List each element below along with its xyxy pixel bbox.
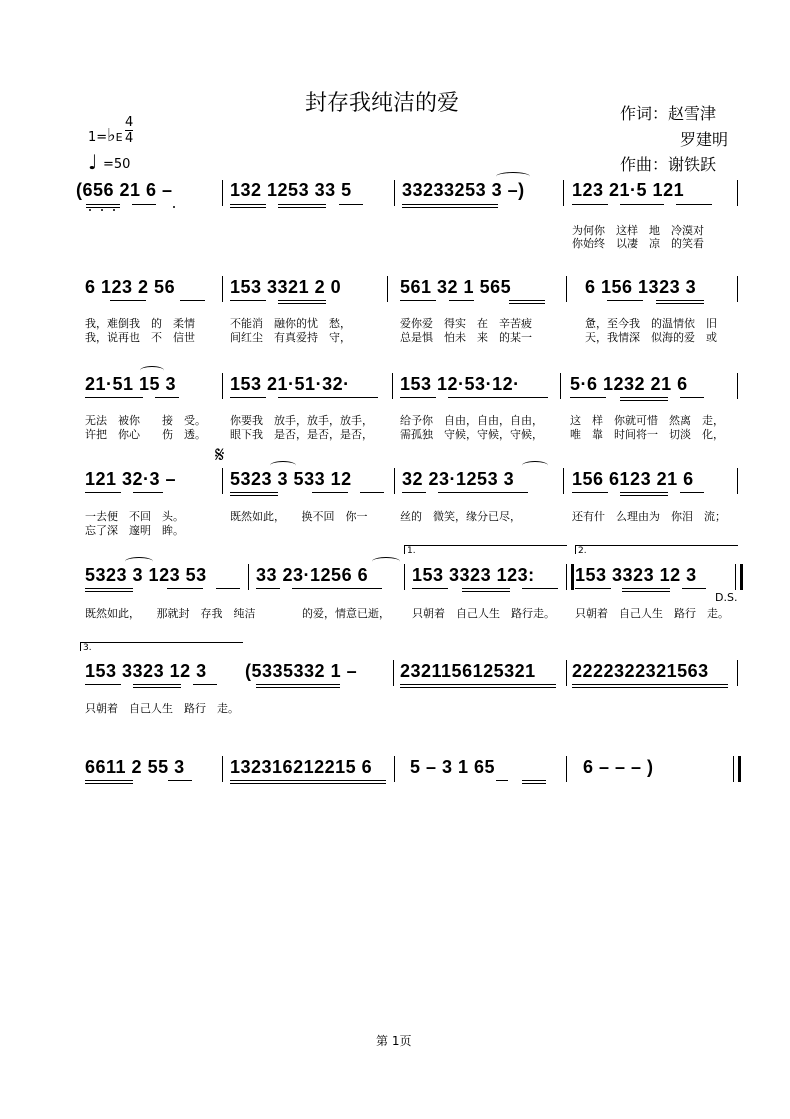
measure-3: 33233253 3 –) xyxy=(402,180,525,200)
lyricist-credit-2: 罗建明 xyxy=(680,130,729,149)
time-signature: 4 4 xyxy=(125,115,134,146)
page-number: 第 1页 xyxy=(376,1034,412,1048)
composer-credit: 作曲：谢铁跃 xyxy=(620,155,717,174)
measure-20: 153 3323 12 3 xyxy=(575,565,697,585)
ds-marking: D.S. xyxy=(715,591,738,604)
measure-21: 153 3323 12 3 xyxy=(85,661,207,681)
measure-19: 153 3323 123: xyxy=(412,565,535,585)
measure-10: 153 21·51·32· xyxy=(230,374,350,394)
measure-7: 561 32 1 565 xyxy=(400,277,512,297)
measure-27: 5 – 3 1 65 xyxy=(410,757,496,777)
measure-4: 123 21·5 121 xyxy=(572,180,685,200)
measure-15: 32 23·1253 3 xyxy=(402,469,515,489)
measure-8: 6 156 1323 3 xyxy=(585,277,697,297)
tempo-marking: =50 xyxy=(103,157,131,172)
measure-9: 21·51 15 3 xyxy=(85,374,177,394)
quarter-note-icon: ♩ xyxy=(88,150,98,174)
measure-2: 132 1253 33 5 xyxy=(230,180,352,200)
measure-1: (656 21 6 – xyxy=(76,180,173,200)
measure-6: 153 3321 2 0 xyxy=(230,277,342,297)
measure-28: 6 – – – ) xyxy=(583,757,654,777)
measure-13: 121 32·3 – xyxy=(85,469,177,489)
measure-24: 2222322321563 xyxy=(572,661,709,681)
segno-icon: 𝄋 xyxy=(215,443,225,468)
measure-25: 6611 2 55 3 xyxy=(85,757,185,777)
key-signature: 1=♭E xyxy=(88,125,123,146)
measure-12: 5·6 1232 21 6 xyxy=(570,374,688,394)
measure-18: 33 23·1256 6 xyxy=(256,565,369,585)
measure-17: 5323 3 123 53 xyxy=(85,565,207,585)
measure-22: (5335332 1 – xyxy=(245,661,358,681)
lyricist-credit: 作词：赵雪津 xyxy=(620,104,717,123)
song-title: 封存我纯洁的爱 xyxy=(305,91,460,116)
measure-11: 153 12·53·12· xyxy=(400,374,520,394)
measure-26: 132316212215 6 xyxy=(230,757,373,777)
measure-16: 156 6123 21 6 xyxy=(572,469,694,489)
volta-1: 1. xyxy=(404,545,567,554)
measure-23: 2321156125321 xyxy=(400,661,536,681)
volta-3: 3. xyxy=(80,642,243,651)
measure-14: 5323 3 533 12 xyxy=(230,469,352,489)
volta-2: 2. xyxy=(575,545,738,554)
measure-5: 6 123 2 56 xyxy=(85,277,176,297)
